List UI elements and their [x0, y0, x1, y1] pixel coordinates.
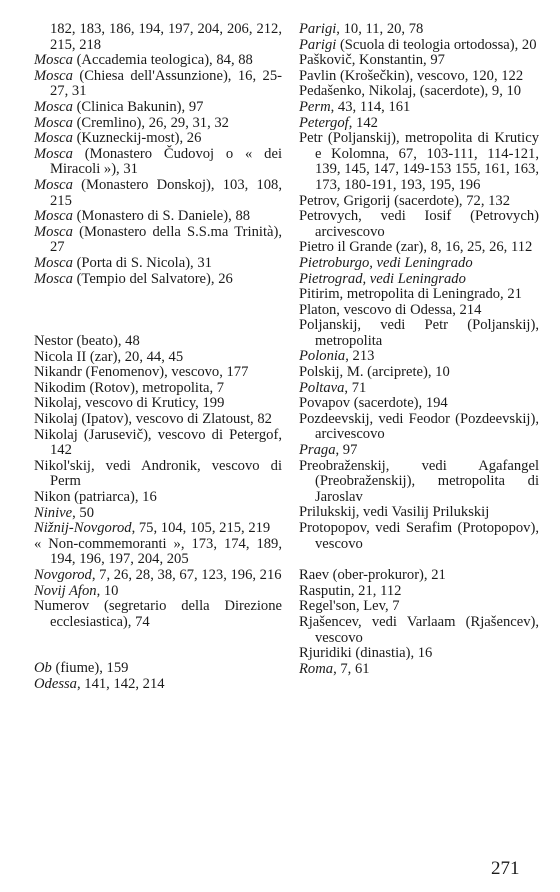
index-entry: Novgorod, 7, 26, 28, 38, 67, 123, 196, 216 [34, 567, 282, 583]
index-entry: Mosca (Monastero Donskoj), 103, 108, 215 [34, 176, 282, 209]
index-entry: Nikol'skij, vedi Andronik, vescovo di Perm [34, 457, 282, 490]
index-entry: Preobraženskij, vedi Agafangel (Preobraženskij), metropolita di Jaroslav [299, 457, 539, 505]
index-entry: Polskij, M. (arciprete), 10 [299, 364, 450, 381]
index-entry: Pozdeevskij, vedi Feodor (Pozdeevskij), arcivescovo [299, 410, 539, 443]
index-entry: Nikolaj, vescovo di Kruticy, 199 [34, 395, 225, 412]
index-entry: 182, 183, 186, 194, 197, 204, 206, 212, 215, 218 [50, 21, 282, 53]
index-entry: Pietroburgo, vedi Leningrado [299, 254, 473, 271]
index-entry: Pietrograd, vedi Leningrado [299, 270, 466, 287]
index-entry: Paškovič, Konstantin, 97 [299, 52, 445, 69]
index-entry: Mosca (Porta di S. Nicola), 31 [34, 254, 212, 271]
index-entry: Pavlin (Krošečkin), vescovo, 120, 122 [299, 67, 524, 84]
index-entry: Poltava, 71 [299, 379, 367, 396]
index-entry: Protopopov, vedi Serafim (Protopopov), vescovo [299, 520, 539, 552]
index-entry: Mosca (Accademia teologica), 84, 88 [34, 52, 253, 69]
index-entry: Mosca (Monastero della S.S.ma Trinità), 27 [34, 223, 282, 256]
index-column-left [34, 22, 282, 693]
index-entry: Nikon (patriarca), 16 [34, 489, 157, 506]
index-entry: Nicola II (zar), 20, 44, 45 [34, 348, 184, 365]
index-entry: Nikolaj (Ipatov), vescovo di Zlatoust, 82 [34, 411, 272, 428]
index-entry: Odessa, 141, 142, 214 [34, 675, 165, 692]
page-number: 271 [491, 858, 520, 879]
index-entry: Pitirim, metropolita di Leningrado, 21 [299, 286, 522, 303]
index-entry: Mosca (Chiesa dell'Assunzione), 16, 25-27, 31 [34, 67, 282, 100]
index-entry: Petergof, 142 [299, 114, 378, 131]
index-entry: Polonia, 213 [299, 348, 375, 365]
index-entry: Mosca (Monastero di S. Daniele), 88 [34, 208, 251, 225]
index-entry: Poljanskij, vedi Petr (Poljanskij), metropolita [299, 317, 539, 349]
index-entry: Roma, 7, 61 [299, 660, 370, 677]
index-entry: Nižnij-Novgorod, 75, 104, 105, 215, 219 [34, 520, 271, 537]
index-entry: Mosca (Tempio del Salvatore), 26 [34, 270, 233, 287]
index-entry: Pietro il Grande (zar), 8, 16, 25, 26, 112 [299, 239, 533, 256]
index-entry: Parigi (Scuola di teologia ortodossa), 20 [299, 36, 537, 53]
index-entry: Mosca (Cremlino), 26, 29, 31, 32 [34, 114, 229, 131]
index-entry: Raev (ober-prokuror), 21 [299, 567, 446, 584]
index-entry: « Non-commemoranti », 173, 174, 189, 194, 196, 197, 204, 205 [34, 535, 282, 568]
index-entry: Rasputin, 21, 112 [299, 582, 402, 599]
index-column-right [299, 22, 539, 677]
index-entry: Mosca (Monastero Čudovoj o « dei Miracoli »), 31 [34, 145, 282, 178]
index-entry: Petrovych, vedi Iosif (Petrovych) arcivescovo [299, 208, 539, 240]
index-entry: Perm, 43, 114, 161 [299, 98, 411, 115]
index-entry: Nikolaj (Jarusevič), vescovo di Petergof, 142 [34, 426, 282, 459]
index-entry: Parigi, 10, 11, 20, 78 [299, 21, 424, 37]
index-entry: Regel'son, Lev, 7 [299, 598, 400, 615]
index-entry: Novij Afon, 10 [34, 582, 119, 599]
index-entry: Petrov, Grigorij (sacerdote), 72, 132 [299, 192, 511, 209]
index-entry: Platon, vescovo di Odessa, 214 [299, 301, 482, 318]
index-entry: Ninive, 50 [34, 504, 94, 521]
index-entry: Ob (fiume), 159 [34, 660, 129, 677]
index-entry: Nestor (beato), 48 [34, 333, 140, 350]
index-entry: Pedašenko, Nikolaj, (sacerdote), 9, 10 [299, 83, 522, 100]
index-entry: Praga, 97 [299, 442, 358, 459]
index-entry: Rjuridiki (dinastia), 16 [299, 645, 433, 662]
index-entry: Povapov (sacerdote), 194 [299, 395, 448, 412]
index-entry: Mosca (Kuzneckij-most), 26 [34, 130, 202, 147]
index-entry: Nikodim (Rotov), metropolita, 7 [34, 379, 225, 396]
index-entry: Petr (Poljanskij), metropolita di Kruticy e Kolomna, 67, 103-111, 114-121, 139, 145, 147, 149-153 155, 161, 163, 173, 180-191, 193, 195, 196 [299, 130, 539, 193]
index-entry: Prilukskij, vedi Vasilij Prilukskij [299, 504, 490, 521]
index-entry: Rjašencev, vedi Varlaam (Rjašencev), vescovo [299, 613, 539, 646]
index-entry: Nikandr (Fenomenov), vescovo, 177 [34, 364, 249, 381]
index-entry: Mosca (Clinica Bakunin), 97 [34, 98, 204, 115]
index-entry: Numerov (segretario della Direzione ecclesiastica), 74 [34, 598, 282, 630]
